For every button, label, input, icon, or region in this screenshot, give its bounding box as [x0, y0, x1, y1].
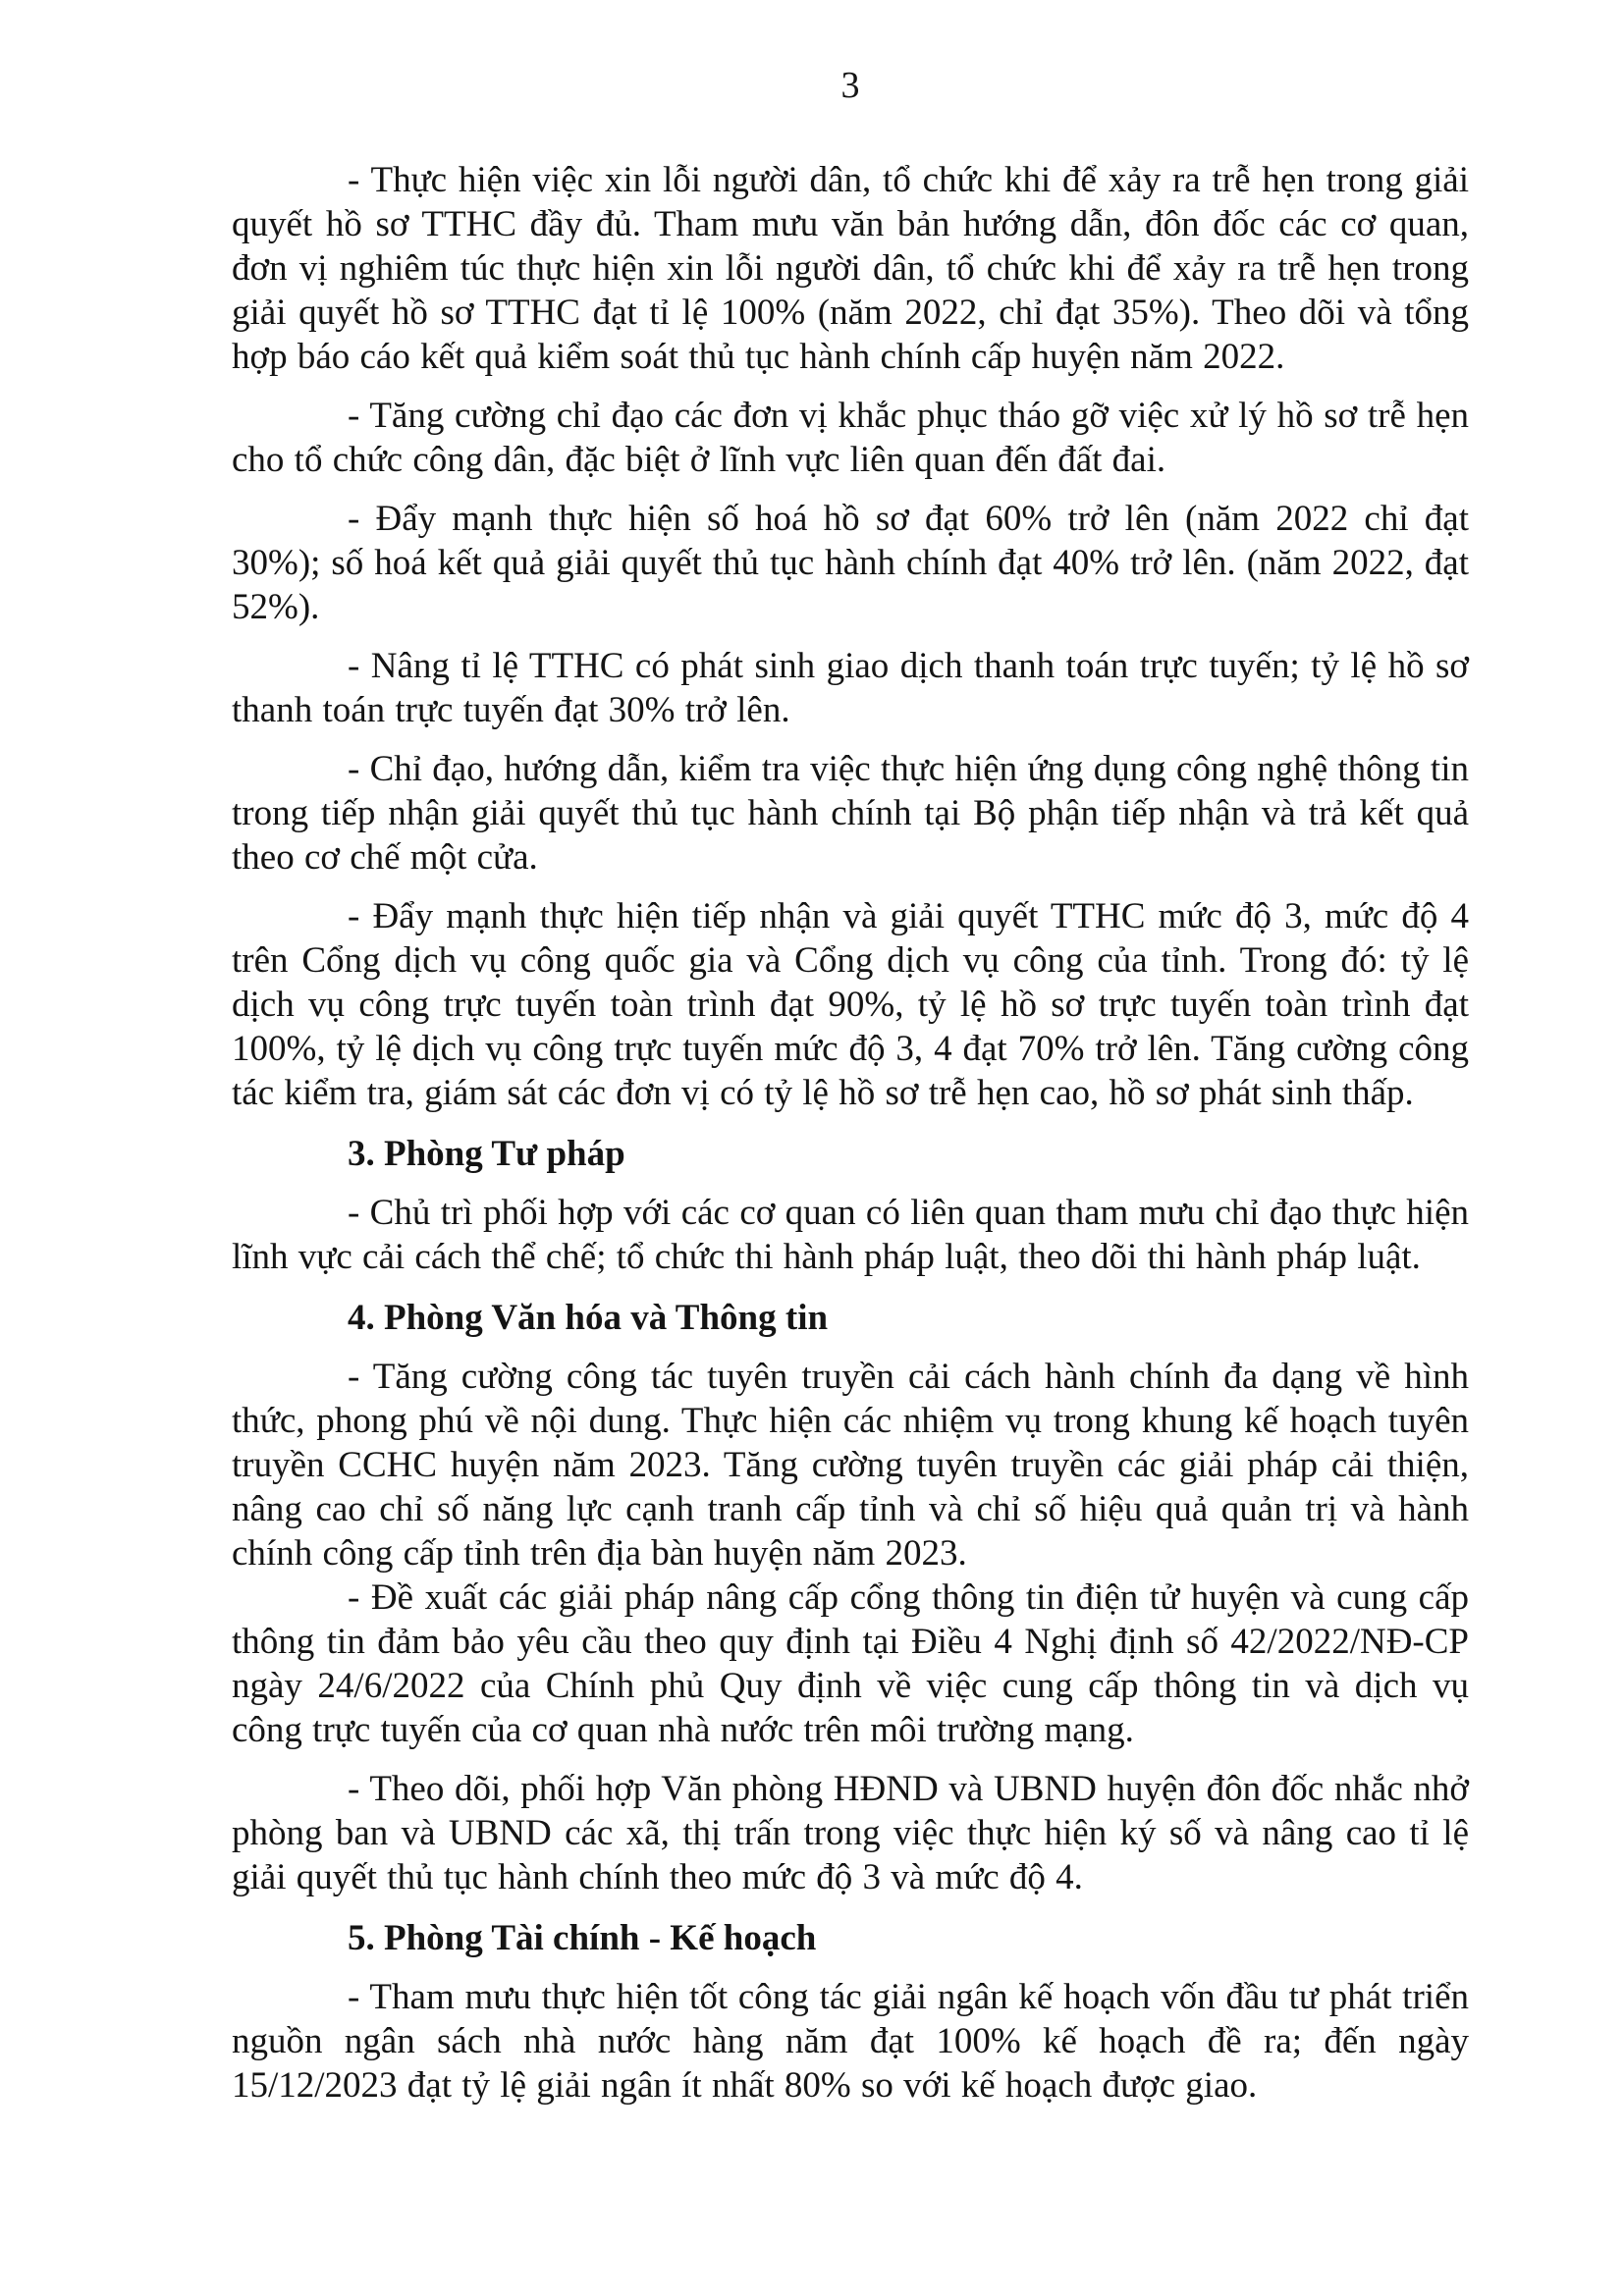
body-paragraph: - Theo dõi, phối hợp Văn phòng HĐND và UBND huyện đôn đốc nhắc nhở phòng ban và UBND các xã, thị trấn trong việc thực hiện ký số và nâng cao tỉ lệ giải quyết thủ tục hành chính theo mức độ 3 và mức độ 4. — [232, 1769, 1469, 1897]
body-paragraph: - Thực hiện việc xin lỗi người dân, tổ chức khi để xảy ra trễ hẹn trong giải quyết hồ sơ TTHC đầy đủ. Tham mưu văn bản hướng dẫn, đôn đốc các cơ quan, đơn vị nghiêm túc thực hiện xin lỗi người dân, tổ chức khi để xảy ra trễ hẹn trong giải quyết hồ sơ TTHC đạt tỉ lệ 100% (năm 2022, chỉ đạt 35%). Theo dõi và tổng hợp báo cáo kết quả kiểm soát thủ tục hành chính cấp huyện năm 2022. — [232, 160, 1469, 377]
body-paragraph: - Chỉ đạo, hướng dẫn, kiểm tra việc thực hiện ứng dụng công nghệ thông tin trong tiếp nhận giải quyết thủ tục hành chính tại Bộ phận tiếp nhận và trả kết quả theo cơ chế một cửa. — [232, 749, 1469, 878]
body-paragraph: - Đề xuất các giải pháp nâng cấp cổng thông tin điện tử huyện và cung cấp thông tin đảm bảo yêu cầu theo quy định tại Điều 4 Nghị định số 42/2022/NĐ-CP ngày 24/6/2022 của Chính phủ Quy định về việc cung cấp thông tin và dịch vụ công trực tuyến của cơ quan nhà nước trên môi trường mạng. — [232, 1577, 1469, 1750]
section-heading-van-hoa-thong-tin: 4. Phòng Văn hóa và Thông tin — [348, 1298, 829, 1338]
page-number: 3 — [840, 65, 860, 106]
body-paragraph: - Đẩy mạnh thực hiện tiếp nhận và giải quyết TTHC mức độ 3, mức độ 4 trên Cổng dịch vụ công quốc gia và Cổng dịch vụ công của tỉnh. Trong đó: tỷ lệ dịch vụ công trực tuyến toàn trình đạt 90%, tỷ lệ hồ sơ trực tuyến toàn trình đạt 100%, tỷ lệ dịch vụ công trực tuyến mức độ 3, 4 đạt 70% trở lên. Tăng cường công tác kiểm tra, giám sát các đơn vị có tỷ lệ hồ sơ trễ hẹn cao, hồ sơ phát sinh thấp. — [232, 896, 1469, 1113]
document-body — [232, 143, 1469, 2108]
section-heading-tu-phap: 3. Phòng Tư pháp — [348, 1134, 625, 1174]
body-paragraph: - Chủ trì phối hợp với các cơ quan có liên quan tham mưu chỉ đạo thực hiện lĩnh vực cải cách thể chế; tổ chức thi hành pháp luật, theo dõi thi hành pháp luật. — [232, 1193, 1469, 1277]
body-paragraph: - Tham mưu thực hiện tốt công tác giải ngân kế hoạch vốn đầu tư phát triển nguồn ngân sách nhà nước hàng năm đạt 100% kế hoạch đề ra; đến ngày 15/12/2023 đạt tỷ lệ giải ngân ít nhất 80% so với kế hoạch được giao. — [232, 1977, 1469, 2106]
body-paragraph: - Tăng cường công tác tuyên truyền cải cách hành chính đa dạng về hình thức, phong phú về nội dung. Thực hiện các nhiệm vụ trong khung kế hoạch tuyên truyền CCHC huyện năm 2023. Tăng cường tuyên truyền các giải pháp cải thiện, nâng cao chỉ số năng lực cạnh tranh cấp tỉnh và chỉ số hiệu quả quản trị và hành chính công cấp tỉnh trên địa bàn huyện năm 2023. — [232, 1357, 1469, 1574]
body-paragraph: - Tăng cường chỉ đạo các đơn vị khắc phục tháo gỡ việc xử lý hồ sơ trễ hẹn cho tổ chức công dân, đặc biệt ở lĩnh vực liên quan đến đất đai. — [232, 396, 1469, 480]
section-heading-tai-chinh-ke-hoach: 5. Phòng Tài chính - Kế hoạch — [348, 1918, 817, 1958]
body-paragraph: - Nâng tỉ lệ TTHC có phát sinh giao dịch thanh toán trực tuyến; tỷ lệ hồ sơ thanh toán trực tuyến đạt 30% trở lên. — [232, 646, 1469, 730]
body-paragraph: - Đẩy mạnh thực hiện số hoá hồ sơ đạt 60% trở lên (năm 2022 chỉ đạt 30%); số hoá kết quả giải quyết thủ tục hành chính đạt 40% trở lên. (năm 2022, đạt 52%). — [232, 499, 1469, 627]
